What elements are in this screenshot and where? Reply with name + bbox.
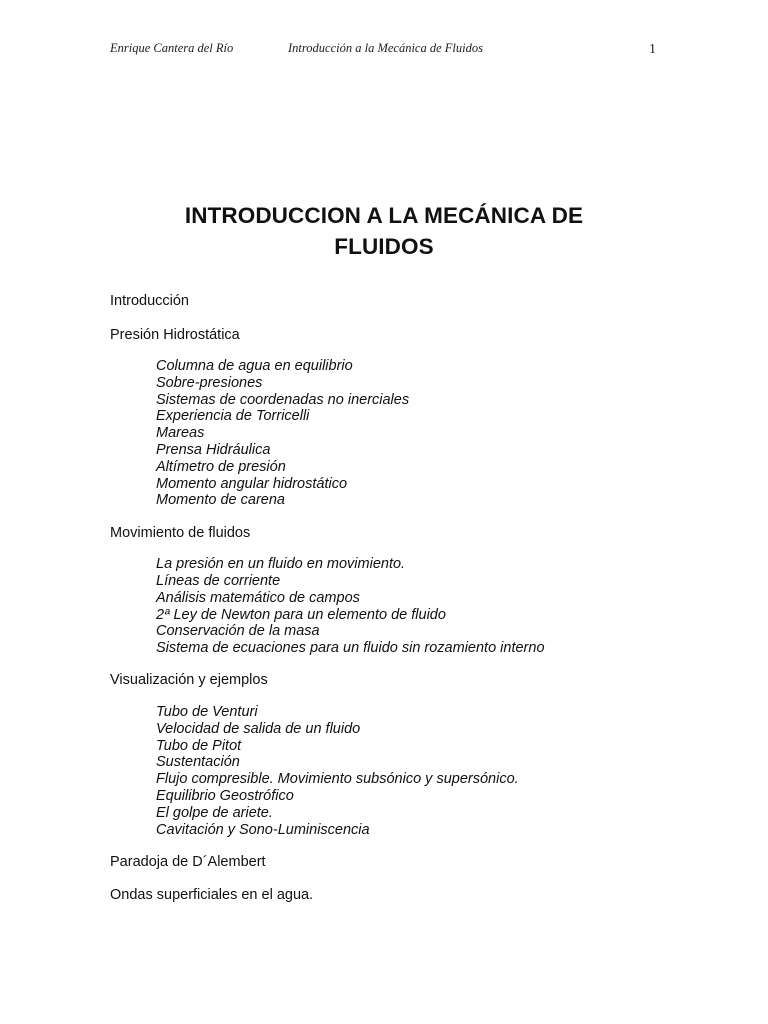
section-heading: Presión Hidrostática — [110, 326, 240, 343]
subsection-item: Columna de agua en equilibrio — [156, 358, 353, 374]
section-heading: Introducción — [110, 293, 189, 309]
page-number: 1 — [649, 42, 656, 57]
page-header — [110, 41, 658, 61]
subsection-list — [156, 358, 710, 509]
subsection-item: Tubo de Venturi — [156, 703, 258, 720]
section-spacer — [110, 311, 710, 325]
subsection-item: Altímetro de presión — [156, 458, 286, 475]
section-heading: Visualización y ejemplos — [110, 672, 268, 689]
section-heading: Ondas superficiales en el agua. — [110, 887, 314, 904]
subsection-item: Momento de carena — [156, 492, 285, 509]
section-heading: Movimiento de fluidos — [110, 524, 251, 541]
subsection-item: Prensa Hidráulica — [156, 441, 271, 458]
subsection-item: El golpe de ariete. — [156, 804, 273, 821]
section-spacer — [110, 838, 710, 852]
header-running-title: Introducción a la Mecánica de Fluidos — [288, 41, 483, 55]
section-spacer — [110, 657, 710, 671]
document-title — [110, 200, 658, 262]
subsection-item: Sobre-presiones — [156, 374, 263, 391]
header-author: Enrique Cantera del Río — [110, 41, 234, 55]
section-spacer — [110, 509, 710, 523]
subsection-item: Mareas — [156, 425, 205, 442]
subsection-item: Sustentación — [156, 754, 240, 771]
subsection-item: La presión en un fluido en movimiento. — [156, 556, 406, 573]
subsection-item: Sistema de ecuaciones para un fluido sin rozamiento interno — [156, 640, 545, 657]
subsection-item: Experiencia de Torricelli — [156, 408, 310, 425]
table-of-contents — [110, 291, 710, 905]
subsection-item: 2ª Ley de Newton para un elemento de fluido — [156, 606, 446, 623]
subsection-list — [156, 704, 710, 838]
section-spacer — [110, 872, 710, 886]
subsection-item: Equilibrio Geostrófico — [156, 787, 294, 804]
subsection-item: Líneas de corriente — [156, 572, 281, 589]
subsection-item: Análisis matemático de campos — [156, 589, 360, 606]
subsection-item: Tubo de Pitot — [156, 737, 242, 754]
subsection-item: Cavitación y Sono-Luminiscencia — [156, 821, 370, 838]
subsection-item: Velocidad de salida de un fluido — [156, 720, 361, 737]
document-title-line-2: FLUIDOS — [334, 234, 434, 259]
subsection-item: Conservación de la masa — [156, 623, 320, 640]
subsection-list — [156, 556, 710, 657]
document-title-line-1: INTRODUCCION A LA MECÁNICA DE — [184, 203, 584, 228]
section-heading: Paradoja de D´Alembert — [110, 853, 266, 870]
subsection-item: Momento angular hidrostático — [156, 475, 348, 492]
subsection-item: Sistemas de coordenadas no inerciales — [156, 391, 410, 408]
subsection-item: Flujo compresible. Movimiento subsónico y supersónico. — [156, 771, 519, 788]
